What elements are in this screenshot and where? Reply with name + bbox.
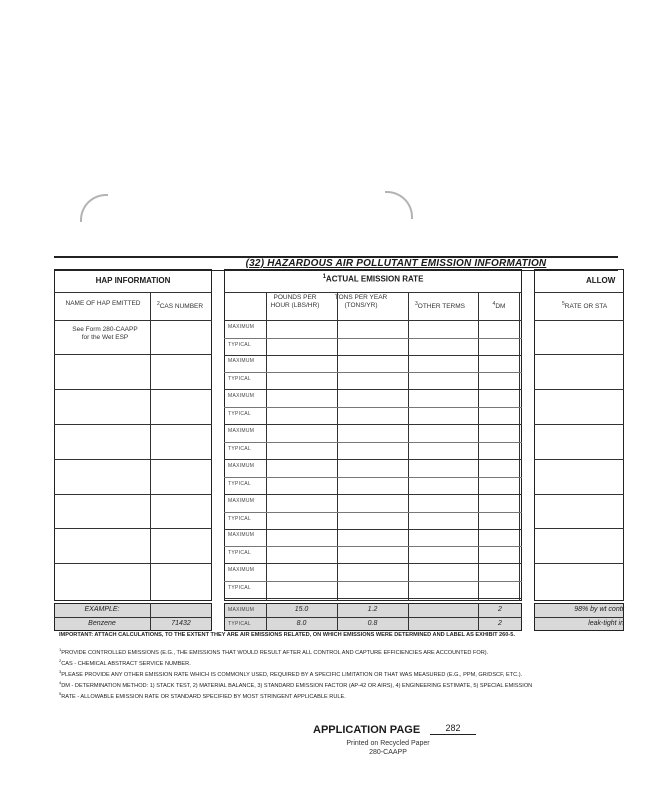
example-hap-name: Benzene [88, 620, 116, 627]
maximum-label: MAXIMUM [228, 463, 255, 469]
typical-label: TYPICAL [228, 342, 251, 348]
maximum-label: MAXIMUM [228, 393, 255, 399]
recycled-paper-note: Printed on Recycled Paper [346, 740, 430, 747]
example-typ-label: TYPICAL [228, 621, 251, 627]
example-typ-lbs: 8.0 [296, 620, 307, 627]
pounds-per-hour-header: POUNDS PER HOUR (LBS/HR) [270, 294, 320, 309]
example-typ-allowable: leak-tight in [588, 620, 624, 627]
typical-label: TYPICAL [228, 516, 251, 522]
typical-label: TYPICAL [228, 411, 251, 417]
allowable-title: ALLOW [586, 276, 616, 285]
actual-emission-title: $^1$ACTUAL EMISSION RATE [322, 274, 424, 284]
footnote-5: $^5$RATE - ALLOWABLE EMISSION RATE OR STANDARD SPECIFIED BY MOST STRINGENT APPLICABLE RULE. [59, 691, 346, 701]
example-label: EXAMPLE: [84, 606, 120, 613]
footnote-4: $^4$DM - DETERMINATION METHOD: 1) STACK TEST, 2) MATERIAL BALANCE, 3) STANDARD EMISSION FACTOR (AP-42 OR AIRS), 4) ENGINEERING ESTIMATE, 5) SPECIAL EMISSION [59, 680, 533, 690]
maximum-label: MAXIMUM [228, 358, 255, 364]
example-max-dm: 2 [498, 606, 502, 613]
typical-label: TYPICAL [228, 446, 251, 452]
form-number: 280-CAAPP [369, 749, 407, 756]
example-cas: 71432 [171, 620, 191, 627]
example-max-label: MAXIMUM [228, 607, 255, 613]
footnote-2: $^2$CAS - CHEMICAL ABSTRACT SERVICE NUMBER. [59, 658, 191, 667]
maximum-label: MAXIMUM [228, 532, 255, 538]
example-max-allowable: 98% by wt contr [574, 606, 624, 613]
page-number: 282 [430, 722, 476, 735]
rate-or-standard-header: $^5$RATE OR STA [562, 301, 608, 311]
name-of-hap-header: NAME OF HAP EMITTED [65, 300, 141, 307]
typical-label: TYPICAL [228, 376, 251, 382]
other-terms-header: $^3$OTHER TERMS [415, 301, 465, 311]
typical-label: TYPICAL [228, 481, 251, 487]
example-max-lbs: 15.0 [294, 606, 309, 613]
section-title: (32) HAZARDOUS AIR POLLUTANT EMISSION INFORMATION [245, 258, 547, 269]
example-typ-dm: 2 [498, 620, 502, 627]
paper-curl-mark [385, 191, 413, 219]
footnote-3: $^3$PLEASE PROVIDE ANY OTHER EMISSION RATE WHICH IS COMMONLY USED, REQUIRED BY A SPECIFIC LIMITATION OR THAT WAS MEASURED (E.G., PPM, GR/DSCF, ETC.). [59, 669, 523, 678]
hap-name-row-1: See Form 280-CAAPP for the Wet ESP [72, 326, 138, 341]
typical-label: TYPICAL [228, 550, 251, 556]
paper-curl-mark [80, 194, 108, 222]
typical-label: TYPICAL [228, 585, 251, 591]
hap-info-section [54, 269, 212, 601]
maximum-label: MAXIMUM [228, 324, 255, 330]
maximum-label: MAXIMUM [228, 567, 255, 573]
maximum-label: MAXIMUM [228, 428, 255, 434]
tons-per-year-header: TONS PER YEAR (TONS/YR) [334, 294, 388, 309]
hap-info-title: HAP INFORMATION [95, 276, 171, 285]
hap-emission-form [54, 256, 624, 632]
footnote-1: $^1$PROVIDE CONTROLLED EMISSIONS (E.G., THE EMISSIONS THAT WOULD RESULT AFTER ALL CONTROL AND CAPTURE EFFICIENCIES ARE ACCOUNTED FOR). [59, 647, 489, 656]
important-note: IMPORTANT: ATTACH CALCULATIONS, TO THE EXTENT THEY ARE AIR EMISSIONS RELATED, ON WHICH EMISSIONS WERE DETERMINED AND LABEL AS EXHIBIT 260-5. [59, 632, 515, 638]
maximum-label: MAXIMUM [228, 498, 255, 504]
application-page-title: APPLICATION PAGE [313, 724, 421, 736]
cas-number-header: $^2$CAS NUMBER [156, 301, 204, 311]
notes-section [59, 632, 618, 701]
example-max-tons: 1.2 [367, 606, 378, 613]
allowable-section [534, 269, 624, 601]
example-typ-tons: 0.8 [367, 620, 378, 627]
dm-header: $^4$DM [492, 301, 506, 311]
